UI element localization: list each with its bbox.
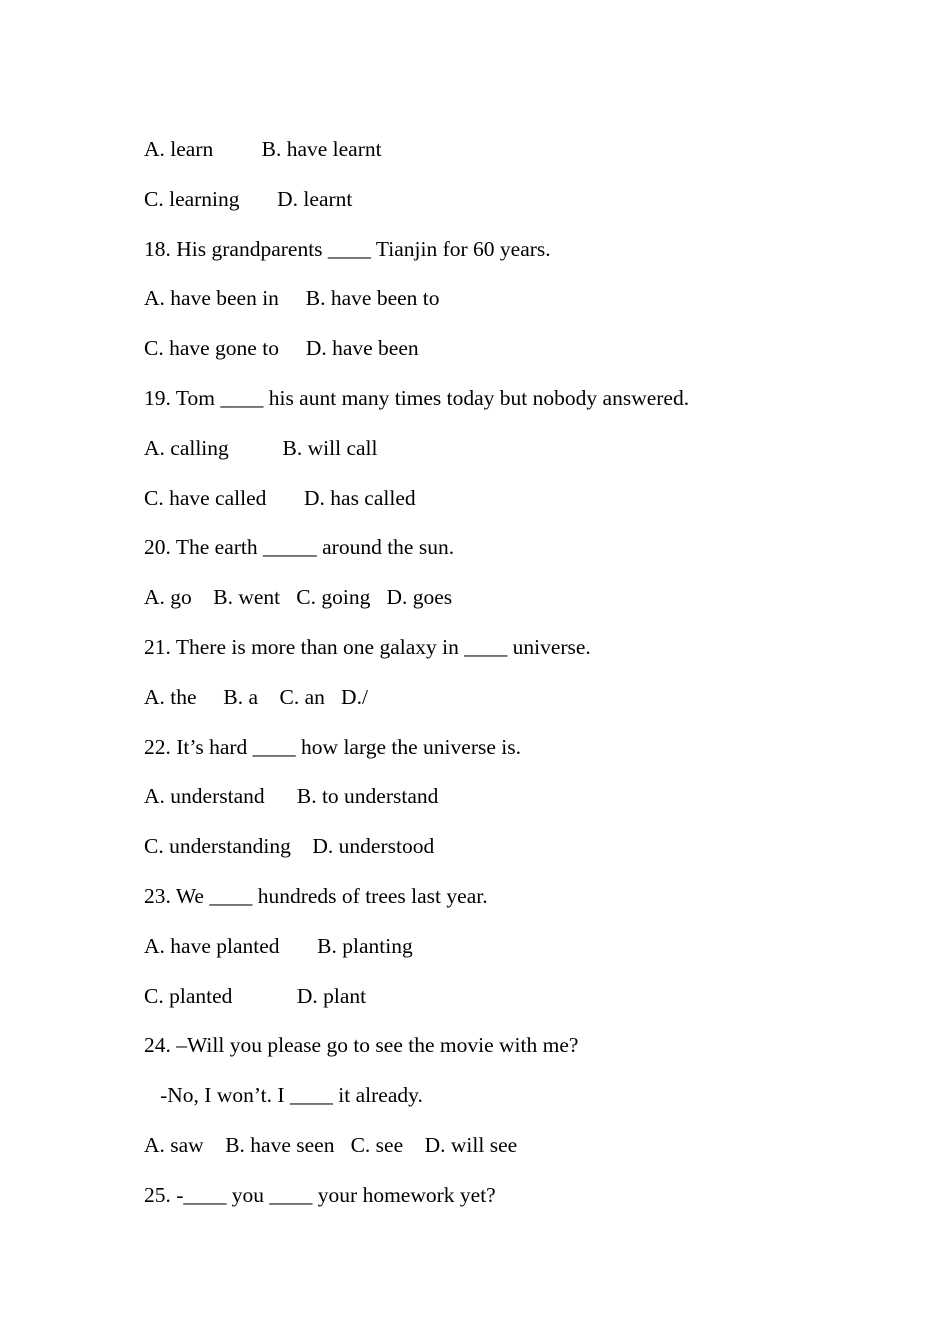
question-24: 24. –Will you please go to see the movie with me? (144, 1033, 579, 1058)
options-q19-line1: A. calling B. will call (144, 435, 378, 460)
options-q23-line1: A. have planted B. planting (144, 933, 413, 958)
options-q21: A. the B. a C. an D./ (144, 684, 368, 709)
question-21: 21. There is more than one galaxy in ____ universe. (144, 634, 591, 659)
options-q23-line2: C. planted D. plant (144, 983, 367, 1008)
question-19: 19. Tom ____ his aunt many times today but nobody answered. (144, 385, 690, 410)
options-q22-line2: C. understanding D. understood (144, 834, 435, 859)
options-q24: A. saw B. have seen C. see D. will see (144, 1132, 518, 1157)
question-20: 20. The earth _____ around the sun. (144, 535, 455, 560)
question-18: 18. His grandparents ____ Tianjin for 60 years. (144, 236, 551, 261)
options-q18-line2: C. have gone to D. have been (144, 336, 419, 361)
options-q22-line1: A. understand B. to understand (144, 784, 439, 809)
options-q20: A. go B. went C. going D. goes (144, 585, 453, 610)
options-q17-line1: A. learn B. have learnt (144, 137, 382, 161)
options-q17-line2: C. learning D. learnt (144, 186, 353, 211)
options-q18-line1: A. have been in B. have been to (144, 286, 440, 311)
worksheet-page (144, 128, 904, 1224)
question-25: 25. -____ you ____ your homework yet? (144, 1182, 496, 1207)
question-22: 22. It’s hard ____ how large the universe is. (144, 734, 521, 759)
question-23: 23. We ____ hundreds of trees last year. (144, 883, 488, 908)
question-24-response: -No, I won’t. I ____ it already. (144, 1083, 423, 1108)
options-q19-line2: C. have called D. has called (144, 485, 416, 510)
